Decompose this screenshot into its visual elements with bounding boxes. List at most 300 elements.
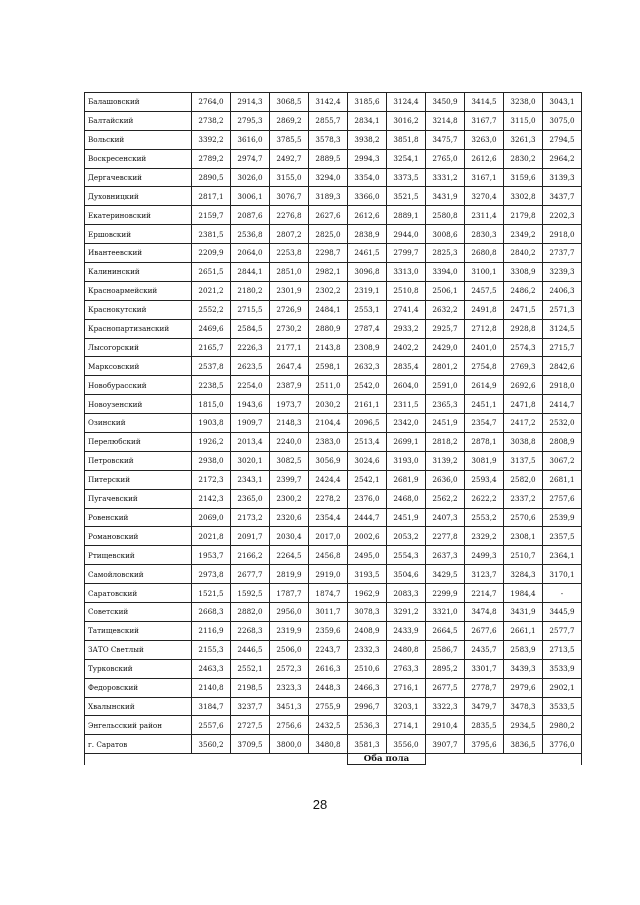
value-cell: 2636,0 xyxy=(426,470,465,489)
value-cell: 2354,4 xyxy=(309,508,348,527)
table-row xyxy=(85,281,582,300)
value-cell: 2763,3 xyxy=(387,659,426,678)
value-cell: 2536,8 xyxy=(231,225,270,244)
value-cell: 2492,7 xyxy=(270,149,309,168)
value-cell: 3474,8 xyxy=(465,603,504,622)
value-cell: 3445,9 xyxy=(543,603,582,622)
value-cell: 2757,6 xyxy=(543,489,582,508)
value-cell: 2844,1 xyxy=(231,263,270,282)
value-cell: 1521,5 xyxy=(192,584,231,603)
value-cell: 3016,2 xyxy=(387,111,426,130)
district-name-cell: Энгельсский район xyxy=(85,716,192,735)
value-cell: 1984,4 xyxy=(504,584,543,603)
value-cell: 2756,6 xyxy=(270,716,309,735)
value-cell: 2668,3 xyxy=(192,603,231,622)
value-cell: 2769,3 xyxy=(504,357,543,376)
value-cell: 2499,3 xyxy=(465,546,504,565)
value-cell: 3291,2 xyxy=(387,603,426,622)
value-cell: 2637,3 xyxy=(426,546,465,565)
value-cell: 3214,8 xyxy=(426,111,465,130)
value-cell: 3294,0 xyxy=(309,168,348,187)
value-cell: 2471,5 xyxy=(504,300,543,319)
value-cell: 3776,0 xyxy=(543,735,582,754)
value-cell: 3480,8 xyxy=(309,735,348,754)
district-name-cell: г. Саратов xyxy=(85,735,192,754)
value-cell: 2387,9 xyxy=(270,376,309,395)
value-cell: 3155,0 xyxy=(270,168,309,187)
value-cell: 3008,6 xyxy=(426,225,465,244)
value-cell: 3437,7 xyxy=(543,187,582,206)
value-cell: 2365,3 xyxy=(426,395,465,414)
value-cell: 2383,0 xyxy=(309,433,348,452)
value-cell: 3560,2 xyxy=(192,735,231,754)
value-cell: 2337,2 xyxy=(504,489,543,508)
value-cell: 2399,7 xyxy=(270,470,309,489)
value-cell: 3167,7 xyxy=(465,111,504,130)
value-cell: 2973,8 xyxy=(192,565,231,584)
value-cell: 2513,4 xyxy=(348,433,387,452)
value-cell: 2741,4 xyxy=(387,300,426,319)
value-cell: 2944,0 xyxy=(387,225,426,244)
value-cell: 2584,5 xyxy=(231,319,270,338)
district-name-cell: Романовский xyxy=(85,527,192,546)
value-cell: 2277,8 xyxy=(426,527,465,546)
value-cell: 2840,2 xyxy=(504,244,543,263)
value-cell: 2542,0 xyxy=(348,376,387,395)
value-cell: 2446,5 xyxy=(231,640,270,659)
table-row xyxy=(85,508,582,527)
district-name-cell: Дергачевский xyxy=(85,168,192,187)
value-cell: 2143,8 xyxy=(309,338,348,357)
value-cell: 3394,0 xyxy=(426,263,465,282)
value-cell: 2730,2 xyxy=(270,319,309,338)
value-cell: 2511,0 xyxy=(309,376,348,395)
value-cell: 2408,9 xyxy=(348,621,387,640)
district-name-cell: Советский xyxy=(85,603,192,622)
value-cell: 3167,1 xyxy=(465,168,504,187)
value-cell: 2198,5 xyxy=(231,678,270,697)
value-cell: 2570,6 xyxy=(504,508,543,527)
value-cell: 2614,9 xyxy=(465,376,504,395)
value-cell: 2311,4 xyxy=(465,206,504,225)
value-cell: 3354,0 xyxy=(348,168,387,187)
value-cell: 2417,2 xyxy=(504,414,543,433)
value-cell: 2738,2 xyxy=(192,111,231,130)
district-name-cell: Лысогорский xyxy=(85,338,192,357)
district-name-cell: Краснопартизанский xyxy=(85,319,192,338)
value-cell: 1874,7 xyxy=(309,584,348,603)
value-cell: 2214,7 xyxy=(465,584,504,603)
value-cell: 3081,9 xyxy=(465,451,504,470)
value-cell: 2647,4 xyxy=(270,357,309,376)
table-row xyxy=(85,735,582,754)
value-cell: 2491,8 xyxy=(465,300,504,319)
value-cell: 2083,3 xyxy=(387,584,426,603)
value-cell: 2456,8 xyxy=(309,546,348,565)
value-cell: 2680,8 xyxy=(465,244,504,263)
value-cell: 2364,1 xyxy=(543,546,582,565)
table-row xyxy=(85,470,582,489)
value-cell: 2855,7 xyxy=(309,111,348,130)
value-cell: 3785,5 xyxy=(270,130,309,149)
value-cell: 2510,7 xyxy=(504,546,543,565)
value-cell: 2173,2 xyxy=(231,508,270,527)
value-cell: 3392,2 xyxy=(192,130,231,149)
value-cell: 2276,8 xyxy=(270,206,309,225)
district-name-cell: Красноармейский xyxy=(85,281,192,300)
value-cell: 2764,0 xyxy=(192,93,231,112)
value-cell: 2407,3 xyxy=(426,508,465,527)
value-cell: 2851,0 xyxy=(270,263,309,282)
value-cell: 3439,3 xyxy=(504,659,543,678)
value-cell: 2593,4 xyxy=(465,470,504,489)
value-cell: 2506,0 xyxy=(270,640,309,659)
value-cell: 2354,7 xyxy=(465,414,504,433)
value-cell: 2536,3 xyxy=(348,716,387,735)
value-cell: 2808,9 xyxy=(543,433,582,452)
table-row xyxy=(85,621,582,640)
value-cell: 1943,6 xyxy=(231,395,270,414)
value-cell: 2463,3 xyxy=(192,659,231,678)
value-cell: 2577,7 xyxy=(543,621,582,640)
value-cell: 3533,9 xyxy=(543,659,582,678)
value-cell: 2591,0 xyxy=(426,376,465,395)
value-cell: 2365,0 xyxy=(231,489,270,508)
value-cell: 3024,6 xyxy=(348,451,387,470)
district-name-cell: Духовницкий xyxy=(85,187,192,206)
value-cell: 3504,6 xyxy=(387,565,426,584)
value-cell: 2910,4 xyxy=(426,716,465,735)
value-cell: 3139,2 xyxy=(426,451,465,470)
value-cell: 2013,4 xyxy=(231,433,270,452)
table-row xyxy=(85,263,582,282)
table-row xyxy=(85,565,582,584)
value-cell: 2789,2 xyxy=(192,149,231,168)
value-cell: 2612,6 xyxy=(348,206,387,225)
value-cell: 2835,5 xyxy=(465,716,504,735)
table-row xyxy=(85,640,582,659)
value-cell: 2918,0 xyxy=(543,225,582,244)
page-number: 28 xyxy=(312,797,328,812)
value-cell: 2480,8 xyxy=(387,640,426,659)
district-name-cell: Балашовский xyxy=(85,93,192,112)
value-cell: 2889,5 xyxy=(309,149,348,168)
value-cell: 2895,2 xyxy=(426,659,465,678)
district-name-cell: Петровский xyxy=(85,451,192,470)
value-cell: 3795,6 xyxy=(465,735,504,754)
value-cell: 2830,2 xyxy=(504,149,543,168)
value-cell: 1592,5 xyxy=(231,584,270,603)
district-name-cell: Озинский xyxy=(85,414,192,433)
value-cell: 2553,1 xyxy=(348,300,387,319)
value-cell: 2165,7 xyxy=(192,338,231,357)
value-cell: 2468,0 xyxy=(387,489,426,508)
value-cell: 3521,5 xyxy=(387,187,426,206)
value-cell: 2713,5 xyxy=(543,640,582,659)
table-row xyxy=(85,376,582,395)
value-cell: 3431,9 xyxy=(426,187,465,206)
district-name-cell: Вольский xyxy=(85,130,192,149)
value-cell: 2332,3 xyxy=(348,640,387,659)
table-body xyxy=(85,93,582,765)
value-cell: 3124,4 xyxy=(387,93,426,112)
value-cell: 2914,3 xyxy=(231,93,270,112)
value-cell: 2401,0 xyxy=(465,338,504,357)
value-cell: 3373,5 xyxy=(387,168,426,187)
district-name-cell: Питерский xyxy=(85,470,192,489)
table-row xyxy=(85,149,582,168)
value-cell: 2376,0 xyxy=(348,489,387,508)
value-cell: 2343,1 xyxy=(231,470,270,489)
value-cell: 3142,4 xyxy=(309,93,348,112)
value-cell: 2882,0 xyxy=(231,603,270,622)
value-cell: 2302,2 xyxy=(309,281,348,300)
value-cell: 2238,5 xyxy=(192,376,231,395)
value-cell: 2142,3 xyxy=(192,489,231,508)
value-cell: 3193,0 xyxy=(387,451,426,470)
value-cell: 2714,1 xyxy=(387,716,426,735)
value-cell: 2869,2 xyxy=(270,111,309,130)
value-cell: 3451,3 xyxy=(270,697,309,716)
value-cell: 2878,1 xyxy=(465,433,504,452)
value-cell: 2715,7 xyxy=(543,338,582,357)
value-cell: 2209,9 xyxy=(192,244,231,263)
value-cell: 2104,4 xyxy=(309,414,348,433)
value-cell: 2572,3 xyxy=(270,659,309,678)
value-cell: 3185,6 xyxy=(348,93,387,112)
value-cell: 3124,5 xyxy=(543,319,582,338)
value-cell: 2842,6 xyxy=(543,357,582,376)
value-cell: 2451,1 xyxy=(465,395,504,414)
value-cell: 2359,6 xyxy=(309,621,348,640)
value-cell: 2180,2 xyxy=(231,281,270,300)
value-cell: 2510,8 xyxy=(387,281,426,300)
district-name-cell: Екатериновский xyxy=(85,206,192,225)
value-cell: 3082,5 xyxy=(270,451,309,470)
value-cell: 2172,3 xyxy=(192,470,231,489)
value-cell: 2938,0 xyxy=(192,451,231,470)
value-cell: 3239,3 xyxy=(543,263,582,282)
table-row xyxy=(85,546,582,565)
value-cell: 2017,0 xyxy=(309,527,348,546)
value-cell: 2461,5 xyxy=(348,244,387,263)
value-cell: 3189,3 xyxy=(309,187,348,206)
value-cell: 2155,3 xyxy=(192,640,231,659)
value-cell: 2471,8 xyxy=(504,395,543,414)
value-cell: 2890,5 xyxy=(192,168,231,187)
value-cell: 2994,3 xyxy=(348,149,387,168)
value-cell: 2552,2 xyxy=(192,300,231,319)
value-cell: 2435,7 xyxy=(465,640,504,659)
value-cell: 2616,3 xyxy=(309,659,348,678)
district-name-cell: Краснокутский xyxy=(85,300,192,319)
district-name-cell: Калининский xyxy=(85,263,192,282)
table-row xyxy=(85,584,582,603)
table-row xyxy=(85,93,582,112)
value-cell: 1953,7 xyxy=(192,546,231,565)
table-row xyxy=(85,451,582,470)
value-cell: 3075,0 xyxy=(543,111,582,130)
value-cell: 2319,1 xyxy=(348,281,387,300)
value-cell: 2457,5 xyxy=(465,281,504,300)
value-cell: 3067,2 xyxy=(543,451,582,470)
value-cell: 3800,0 xyxy=(270,735,309,754)
table-row xyxy=(85,716,582,735)
value-cell: 2510,6 xyxy=(348,659,387,678)
value-cell: 3203,1 xyxy=(387,697,426,716)
table-row xyxy=(85,489,582,508)
value-cell: 2298,7 xyxy=(309,244,348,263)
value-cell: 2268,3 xyxy=(231,621,270,640)
table-row xyxy=(85,319,582,338)
value-cell: 2253,8 xyxy=(270,244,309,263)
value-cell: 2818,2 xyxy=(426,433,465,452)
value-cell: 2311,5 xyxy=(387,395,426,414)
value-cell: 2202,3 xyxy=(543,206,582,225)
value-cell: 2448,3 xyxy=(309,678,348,697)
value-cell: 2586,7 xyxy=(426,640,465,659)
district-name-cell: Воскресенский xyxy=(85,149,192,168)
value-cell: 2807,2 xyxy=(270,225,309,244)
table-row xyxy=(85,527,582,546)
value-cell: 2539,9 xyxy=(543,508,582,527)
value-cell: 2433,9 xyxy=(387,621,426,640)
value-cell: 2030,2 xyxy=(309,395,348,414)
district-name-cell: Ровенский xyxy=(85,508,192,527)
value-cell: 2299,9 xyxy=(426,584,465,603)
district-name-cell: Перелюбский xyxy=(85,433,192,452)
value-cell: 2817,1 xyxy=(192,187,231,206)
table-footer-row xyxy=(85,754,582,765)
table-row xyxy=(85,206,582,225)
value-cell: 2320,6 xyxy=(270,508,309,527)
value-cell: 2716,1 xyxy=(387,678,426,697)
value-cell: 2715,5 xyxy=(231,300,270,319)
value-cell: 2664,5 xyxy=(426,621,465,640)
value-cell: 2116,9 xyxy=(192,621,231,640)
value-cell: 3068,5 xyxy=(270,93,309,112)
value-cell: 1973,7 xyxy=(270,395,309,414)
value-cell: 2598,1 xyxy=(309,357,348,376)
district-name-cell: Марксовский xyxy=(85,357,192,376)
value-cell: 3302,8 xyxy=(504,187,543,206)
value-cell: 3284,3 xyxy=(504,565,543,584)
value-cell: 2604,0 xyxy=(387,376,426,395)
value-cell: 3056,9 xyxy=(309,451,348,470)
district-name-cell: Ивантеевский xyxy=(85,244,192,263)
value-cell: 2726,9 xyxy=(270,300,309,319)
value-cell: 2021,2 xyxy=(192,281,231,300)
value-cell: 2627,6 xyxy=(309,206,348,225)
value-cell: 2632,2 xyxy=(426,300,465,319)
value-cell: 2794,5 xyxy=(543,130,582,149)
value-cell: 3123,7 xyxy=(465,565,504,584)
value-cell: 2580,8 xyxy=(426,206,465,225)
value-cell: 2765,0 xyxy=(426,149,465,168)
value-cell: 1962,9 xyxy=(348,584,387,603)
value-cell: 2974,7 xyxy=(231,149,270,168)
value-cell: - xyxy=(543,584,582,603)
value-cell: 3836,5 xyxy=(504,735,543,754)
value-cell: 3321,0 xyxy=(426,603,465,622)
value-cell: 1903,8 xyxy=(192,414,231,433)
value-cell: 1787,7 xyxy=(270,584,309,603)
district-name-cell: Новоузенский xyxy=(85,395,192,414)
value-cell: 2444,7 xyxy=(348,508,387,527)
value-cell: 2414,7 xyxy=(543,395,582,414)
value-cell: 3137,5 xyxy=(504,451,543,470)
value-cell: 2064,0 xyxy=(231,244,270,263)
district-name-cell: Татищевский xyxy=(85,621,192,640)
value-cell: 1815,0 xyxy=(192,395,231,414)
district-name-cell: Саратовский xyxy=(85,584,192,603)
value-cell: 3431,9 xyxy=(504,603,543,622)
table-row xyxy=(85,395,582,414)
value-cell: 2819,9 xyxy=(270,565,309,584)
value-cell: 2677,7 xyxy=(231,565,270,584)
value-cell: 2699,1 xyxy=(387,433,426,452)
value-cell: 3429,5 xyxy=(426,565,465,584)
district-name-cell: Пугачевский xyxy=(85,489,192,508)
value-cell: 2754,8 xyxy=(465,357,504,376)
value-cell: 2179,8 xyxy=(504,206,543,225)
value-cell: 2264,5 xyxy=(270,546,309,565)
value-cell: 2542,1 xyxy=(348,470,387,489)
footer-spacer xyxy=(85,754,348,765)
value-cell: 2484,1 xyxy=(309,300,348,319)
value-cell: 2838,9 xyxy=(348,225,387,244)
value-cell: 2835,4 xyxy=(387,357,426,376)
value-cell: 2278,2 xyxy=(309,489,348,508)
value-cell: 2532,0 xyxy=(543,414,582,433)
value-cell: 3450,9 xyxy=(426,93,465,112)
value-cell: 2980,2 xyxy=(543,716,582,735)
value-cell: 3479,7 xyxy=(465,697,504,716)
value-cell: 2506,1 xyxy=(426,281,465,300)
value-cell: 3533,5 xyxy=(543,697,582,716)
district-name-cell: Федоровский xyxy=(85,678,192,697)
table-row xyxy=(85,130,582,149)
value-cell: 3006,1 xyxy=(231,187,270,206)
value-cell: 3313,0 xyxy=(387,263,426,282)
value-cell: 3011,7 xyxy=(309,603,348,622)
value-cell: 3076,7 xyxy=(270,187,309,206)
value-cell: 2834,1 xyxy=(348,111,387,130)
district-name-cell: Ртищевский xyxy=(85,546,192,565)
value-cell: 3139,3 xyxy=(543,168,582,187)
value-cell: 2787,4 xyxy=(348,319,387,338)
value-cell: 2254,0 xyxy=(231,376,270,395)
value-cell: 3038,8 xyxy=(504,433,543,452)
table-row xyxy=(85,357,582,376)
value-cell: 2069,0 xyxy=(192,508,231,527)
value-cell: 2159,7 xyxy=(192,206,231,225)
value-cell: 2301,9 xyxy=(270,281,309,300)
value-cell: 2451,9 xyxy=(387,508,426,527)
value-cell: 2692,6 xyxy=(504,376,543,395)
value-cell: 2574,3 xyxy=(504,338,543,357)
value-cell: 3159,6 xyxy=(504,168,543,187)
value-cell: 2982,1 xyxy=(309,263,348,282)
value-cell: 2087,6 xyxy=(231,206,270,225)
value-cell: 2342,0 xyxy=(387,414,426,433)
value-cell: 3578,3 xyxy=(309,130,348,149)
value-cell: 2096,5 xyxy=(348,414,387,433)
table-row xyxy=(85,111,582,130)
value-cell: 2583,9 xyxy=(504,640,543,659)
value-cell: 3308,9 xyxy=(504,263,543,282)
mortality-table xyxy=(84,92,582,765)
